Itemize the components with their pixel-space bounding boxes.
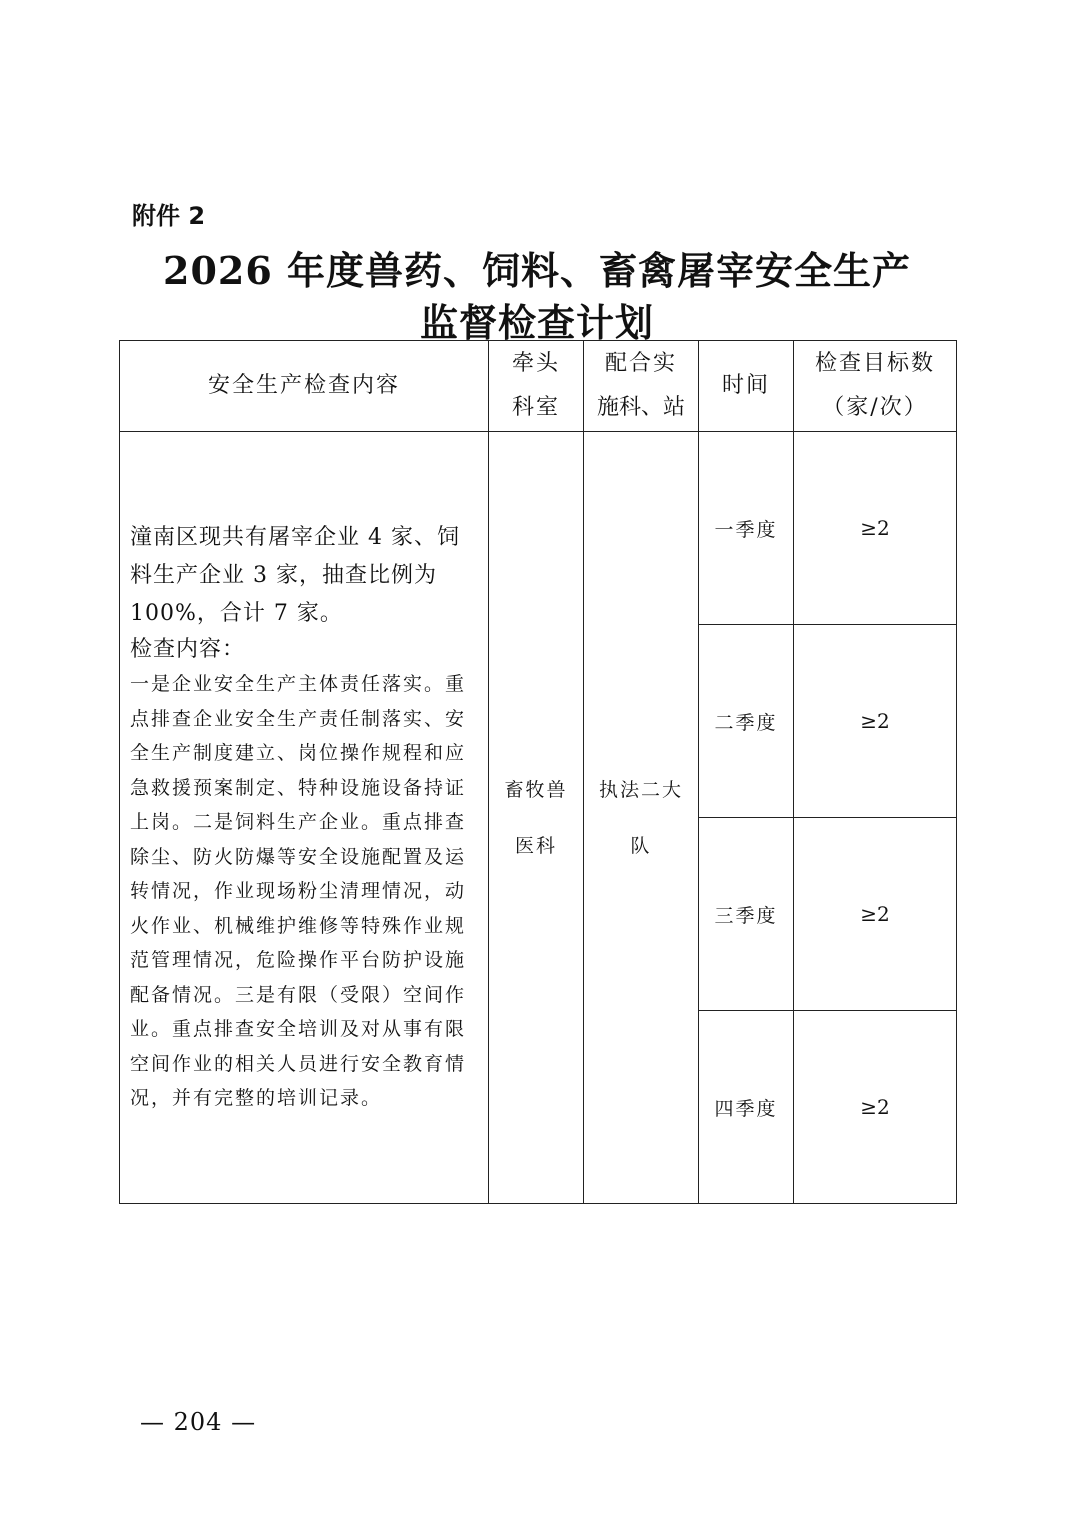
quarter-target: ≥2	[794, 1011, 957, 1204]
content-intro: 潼南区现共有屠宰企业 4 家、饲料生产企业 3 家，抽查比例为 100%，合计 7 家。	[130, 525, 460, 627]
header-target: 检查目标数 （家/次）	[794, 341, 957, 432]
header-lead-dept: 牵头 科室	[489, 341, 584, 432]
coop-dept-cell: 执法二大队	[584, 432, 699, 1204]
quarter-time: 二季度	[699, 625, 794, 818]
header-content: 安全生产检查内容	[120, 341, 489, 432]
inspection-plan-table	[119, 340, 957, 1204]
table-header-row	[120, 341, 957, 432]
content-body: 一是企业安全生产主体责任落实。重点排查企业安全生产责任制落实、安全生产制度建立、岗位操作规程和应急救援预案制定、特种设施设备持证上岗。二是饲料生产企业。重点排查除尘、防火防爆等安全设施配置及运转情况，作业现场粉尘清理情况，动火作业、机械维护维修等特殊作业规范管理情况，危险操作平台防护设施配备情况。三是有限（受限）空间作业。重点排查安全培训及对从事有限空间作业的相关人员进行安全教育情况，并有完整的培训记录。	[130, 673, 467, 1110]
document-title-line1: 2026 年度兽药、饲料、畜禽屠宰安全生产	[163, 248, 911, 293]
header-time: 时间	[699, 341, 794, 432]
inspection-content-cell	[120, 432, 489, 1204]
lead-dept-cell: 畜牧兽医科	[489, 432, 584, 1204]
quarter-target: ≥2	[794, 625, 957, 818]
document-title-line2: 监督检查计划	[419, 300, 654, 345]
quarter-target: ≥2	[794, 432, 957, 625]
quarter-time: 四季度	[699, 1011, 794, 1204]
quarter-target: ≥2	[794, 818, 957, 1011]
content-label: 检查内容：	[130, 637, 246, 663]
quarter-time: 三季度	[699, 818, 794, 1011]
header-coop-dept: 配合实 施科、站	[584, 341, 699, 432]
page-number: — 204 —	[140, 1408, 257, 1436]
table-row	[120, 432, 957, 625]
quarter-time: 一季度	[699, 432, 794, 625]
attachment-label: 附件 2	[132, 202, 206, 230]
